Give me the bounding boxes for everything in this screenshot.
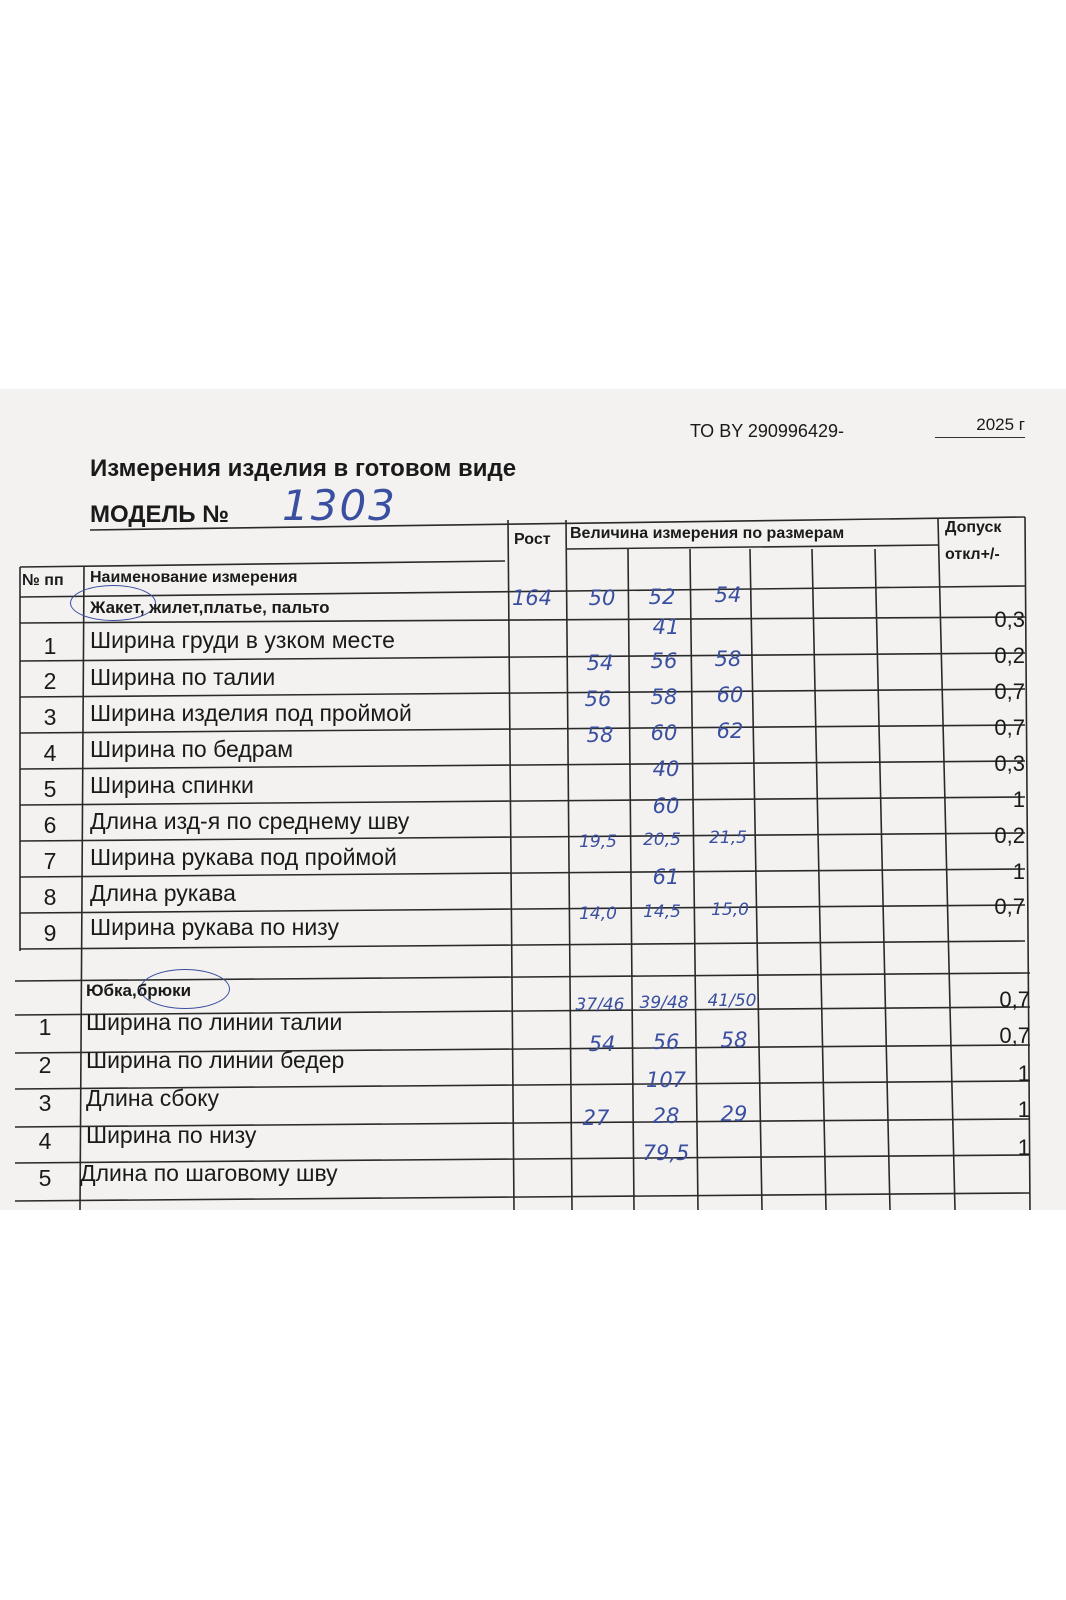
- row-number: 1: [38, 1014, 52, 1040]
- row-name: Длина сбоку: [86, 1085, 220, 1111]
- row-value: 62: [716, 719, 744, 743]
- col-num-header: № пп: [22, 572, 64, 589]
- row-name: Ширина по бедрам: [90, 736, 294, 762]
- section-title-jacket: Жакет, жилет,платье, пальто: [90, 598, 330, 617]
- col-sizes-header: Величина измерения по размерам: [570, 525, 845, 542]
- page-title: Измерения изделия в готовом виде: [90, 455, 517, 482]
- row-value: 21,5: [709, 828, 747, 848]
- col-tolerance-header-2: откл+/-: [945, 546, 1000, 563]
- row-value: 14,0: [579, 904, 617, 924]
- row-value: 29: [720, 1102, 748, 1126]
- row-tolerance: 1: [1017, 1061, 1030, 1086]
- col-height-header: Рост: [514, 531, 551, 548]
- row-tolerance: 0,3: [994, 607, 1025, 632]
- row-value: 19,5: [579, 832, 617, 852]
- row-tolerance: 1: [1012, 859, 1025, 884]
- row-number: 3: [43, 704, 57, 730]
- model-number: 1303: [282, 481, 397, 530]
- row-value: 58: [714, 647, 742, 671]
- row-name: Ширина по низу: [86, 1122, 257, 1148]
- row-tolerance: 1: [1017, 1097, 1030, 1122]
- row-tolerance: 1: [1012, 787, 1025, 812]
- row-value: 27: [582, 1106, 610, 1130]
- row-number: 6: [43, 812, 57, 838]
- row-number: 5: [38, 1165, 52, 1191]
- row-number: 1: [43, 633, 57, 659]
- row-value: 20,5: [643, 830, 681, 850]
- tu-code: ТО BY 290996429-: [690, 421, 844, 441]
- row-tolerance: 1: [1017, 1135, 1030, 1160]
- row-value: 56: [652, 1030, 680, 1054]
- row-name: Ширина груди в узком месте: [90, 627, 395, 653]
- col-tolerance-header: Допуск: [945, 519, 1002, 536]
- row-name: Длина изд-я по среднему шву: [90, 808, 410, 834]
- row-number: 7: [43, 848, 57, 874]
- size-50: 50: [588, 586, 616, 610]
- row-tolerance: 0,7: [994, 715, 1025, 740]
- row-name: Ширина рукава под проймой: [90, 844, 397, 870]
- row-value: 107: [645, 1068, 687, 1092]
- row-value: 40: [652, 757, 680, 781]
- row-name: Длина рукава: [90, 880, 236, 906]
- row-value: 60: [652, 794, 680, 818]
- row-value: 56: [650, 649, 678, 673]
- row-number: 9: [43, 920, 57, 946]
- row-number: 4: [43, 740, 57, 766]
- col-name-header: Наименование измерения: [90, 569, 298, 586]
- row-number: 3: [38, 1090, 52, 1116]
- row-name: Ширина по талии: [90, 664, 276, 690]
- row-tolerance: 0,7: [994, 679, 1025, 704]
- row-name: Длина по шаговому шву: [80, 1160, 338, 1186]
- row-value: 37/46: [575, 995, 625, 1015]
- row-tolerance: 0,7: [999, 1023, 1030, 1048]
- year: 2025 г: [935, 415, 1025, 438]
- row-value: 39/48: [639, 993, 689, 1013]
- measurement-sheet: [0, 389, 1066, 1210]
- row-name: Ширина изделия под проймой: [90, 700, 412, 726]
- row-value: 41/50: [707, 991, 757, 1011]
- row-tolerance: 0,7: [999, 987, 1030, 1012]
- row-value: 58: [586, 723, 614, 747]
- row-number: 2: [38, 1052, 52, 1078]
- row-number: 5: [43, 776, 57, 802]
- row-value: 15,0: [711, 900, 749, 920]
- row-number: 8: [43, 884, 57, 910]
- row-name: Ширина по линии талии: [86, 1009, 343, 1035]
- row-value: 61: [652, 865, 680, 889]
- row-value: 28: [652, 1104, 680, 1128]
- row-tolerance: 0,3: [994, 751, 1025, 776]
- row-number: 4: [38, 1128, 52, 1154]
- row-value: 58: [720, 1028, 748, 1052]
- row-value: 58: [650, 685, 678, 709]
- row-tolerance: 0,7: [994, 894, 1025, 919]
- row-value: 14,5: [643, 902, 681, 922]
- row-value: 60: [716, 683, 744, 707]
- size-54: 54: [714, 583, 742, 607]
- row-value: 54: [586, 651, 614, 675]
- row-value: 79,5: [642, 1141, 690, 1165]
- row-value: 54: [588, 1032, 616, 1056]
- row-name: Ширина спинки: [90, 772, 254, 798]
- size-52: 52: [648, 585, 676, 609]
- row-name: Ширина по линии бедер: [86, 1047, 345, 1073]
- row-value: 60: [650, 721, 678, 745]
- height-value: 164: [511, 586, 553, 610]
- row-tolerance: 0,2: [994, 823, 1025, 848]
- row-value: 41: [652, 615, 680, 639]
- row-name: Ширина рукава по низу: [90, 914, 339, 940]
- row-tolerance: 0,2: [994, 643, 1025, 668]
- section-title-skirt: Юбка,брюки: [86, 981, 192, 1000]
- row-value: 56: [584, 687, 612, 711]
- model-label: МОДЕЛЬ №: [90, 501, 229, 528]
- row-number: 2: [43, 668, 57, 694]
